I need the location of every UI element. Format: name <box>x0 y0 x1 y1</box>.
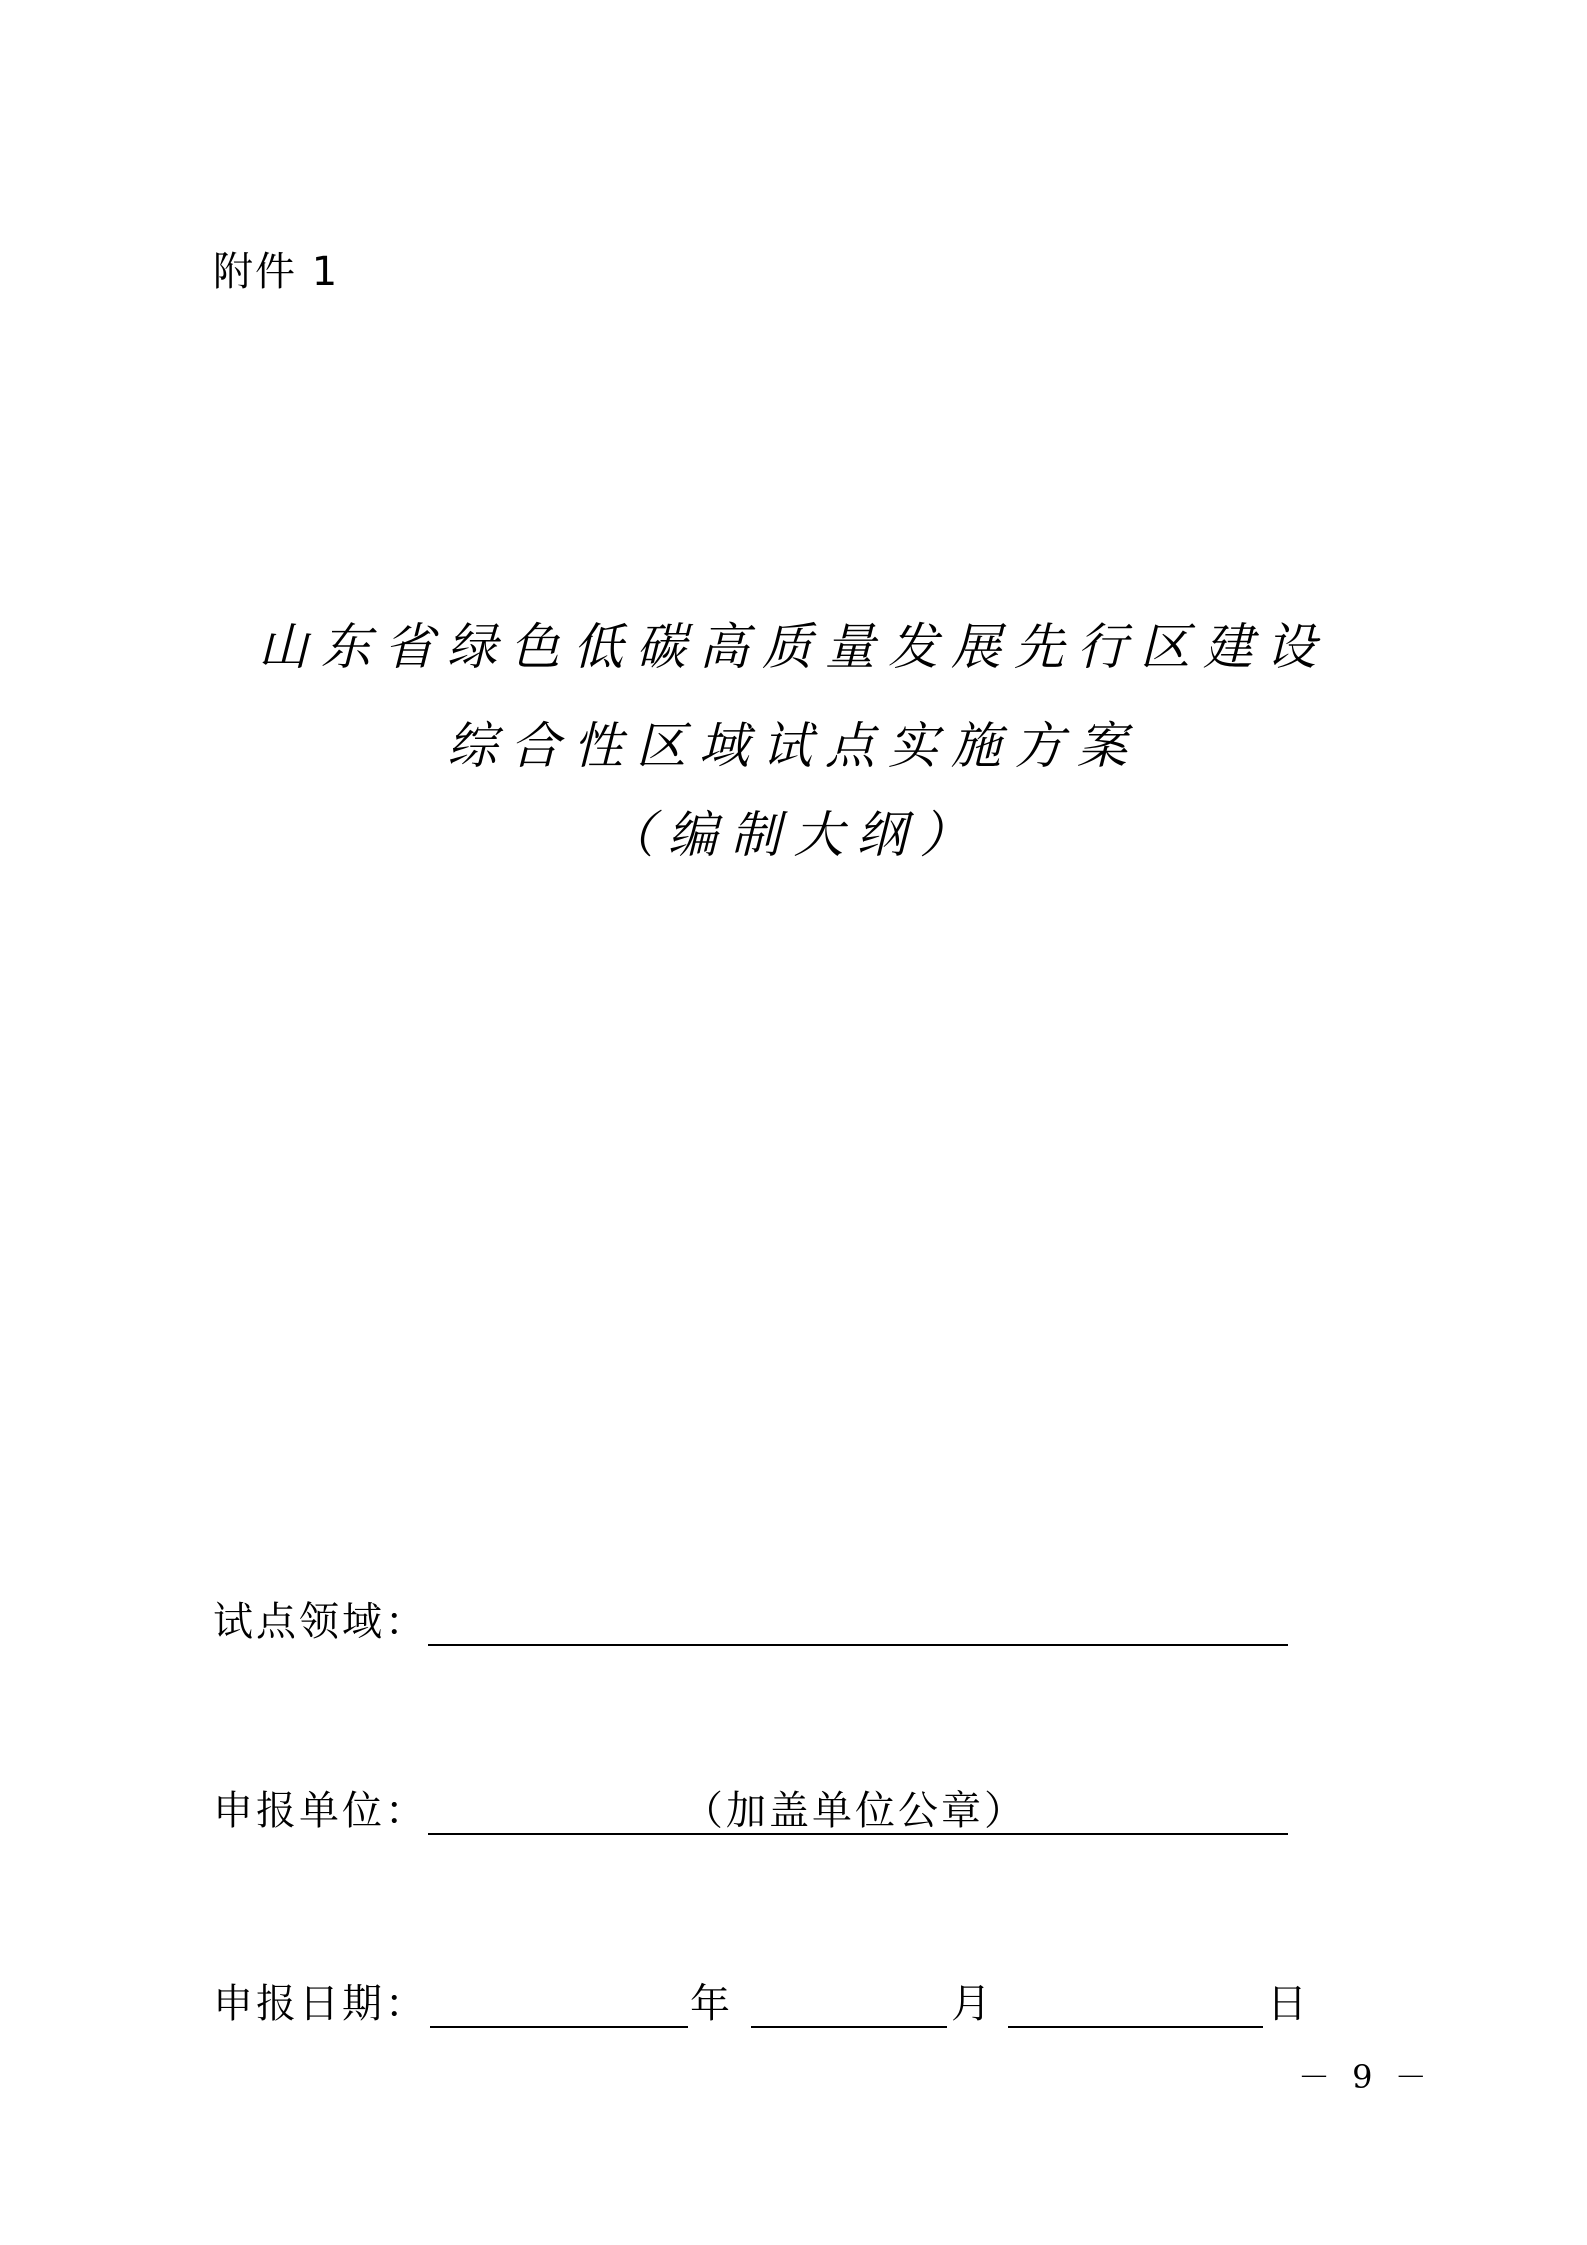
month-label: 月 <box>951 1981 994 2027</box>
attachment-label: 附件 1 <box>213 249 340 295</box>
document-subtitle: （编制大纲） <box>604 806 983 864</box>
page-number: － 9 － <box>1298 2058 1433 2096</box>
official-seal-note: （加盖单位公章） <box>683 1788 1027 1834</box>
day-field-underline[interactable] <box>1008 2026 1263 2028</box>
pilot-field-label: 试点领域： <box>213 1599 428 1645</box>
document-title-line-2: 综合性区域试点实施方案 <box>447 717 1140 775</box>
year-label: 年 <box>690 1981 733 2027</box>
application-date-label: 申报日期： <box>213 1981 428 2027</box>
pilot-field-row <box>213 1592 1293 1652</box>
pilot-field-underline[interactable] <box>428 1644 1288 1646</box>
day-label: 日 <box>1267 1981 1310 2027</box>
year-field-underline[interactable] <box>430 2026 688 2028</box>
month-field-underline[interactable] <box>751 2026 947 2028</box>
document-title-line-1: 山东省绿色低碳高质量发展先行区建设 <box>258 618 1329 676</box>
application-date-row <box>213 1974 1333 2034</box>
applicant-unit-label: 申报单位： <box>213 1788 428 1834</box>
applicant-unit-underline[interactable] <box>428 1833 1288 1835</box>
applicant-unit-row <box>213 1781 1293 1841</box>
